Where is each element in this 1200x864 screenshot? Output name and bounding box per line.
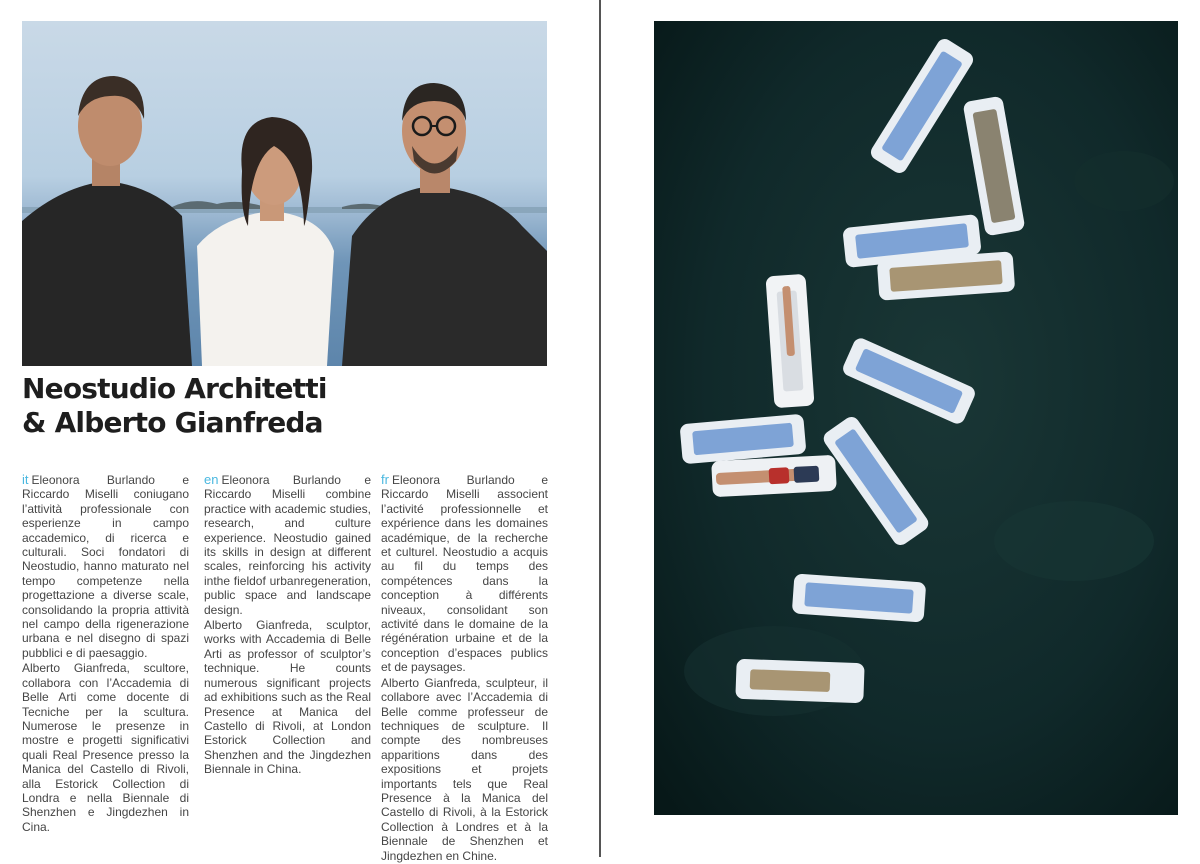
title-line-1: Neostudio Architetti [22,372,327,405]
float-11 [735,659,864,703]
paragraph: Alberto Gianfreda, sculpteur, il collabore avec l’Accademia di Belle comme professeur de techniques de sculpture. Il compte des nombreuses apparitions dans des expositions et projets importants tels que Real Presence à la Manica del Castello di Rivoli, à la Estorick Collection à Londres et à la Biennale de Shenzhen et Jingdezhen en Chine. [381,675,548,863]
team-photo [22,21,547,366]
language-label: fr [381,472,389,487]
float-8 [711,455,837,497]
column-italian [22,473,189,835]
column-english [204,473,371,778]
language-label: it [22,472,29,487]
language-label: en [204,472,219,487]
paragraph: en Eleonora Burlando e Riccardo Miselli combine practice with academic studies, research, and culture experience. Neostudio gained its skills in design at different scales, reinforcing his activity inthe fieldof urbanregeneration, public space and landscape design. [204,472,371,617]
paragraph: it Eleonora Burlando e Riccardo Miselli coniugano l’attività professionale con esperienze in campo accademico, di ricerca e culturali. Soci fondatori di Neostudio, hanno maturato nel tempo competenze nella progettazione a diverse scale, consolidando la propria attività nel campo della rigenerazione urbana e nel disegno di spazi pubblici e di paesaggio. [22,472,189,660]
paragraph: fr Eleonora Burlando e Riccardo Miselli associent l’activité professionnelle et expérience dans les domaines académique, de la recherche et culturel. Neostudio a acquis au fil du temps des compétences dans la conception à différents niveaux, consolidant son activité dans le domaine de la régénération urbaine et de la conception d’espaces publics et de paysages. [381,472,548,675]
paragraph: Alberto Gianfreda, scultore, collabora con l’Accademia di Belle Arti come docente di Tecniche per la scultura. Numerose le presenze in mostre e progetti significativi quali Real Presence presso la Manica del Castello di Rivoli, alla Estorick Collection di Londra e nella Biennale di Shenzhen e Jingdezhen in Cina. [22,661,189,834]
right-page [602,0,1200,857]
title-line-2: & Alberto Gianfreda [22,406,323,439]
page-gutter [599,0,601,857]
left-page [0,0,599,863]
aerial-sea-photo [654,21,1178,815]
column-french [381,473,548,864]
article-title [22,372,562,440]
paragraph: Alberto Gianfreda, sculptor, works with Accademia di Belle Arti as professor of sculptor’s technique. He counts numerous significant projects ad exhibitions such as the Real Presence at Manica del Castello di Rivoli, at London Estorick Collection and Shenzhen and the Jingdezhen Biennale in China. [204,618,371,777]
